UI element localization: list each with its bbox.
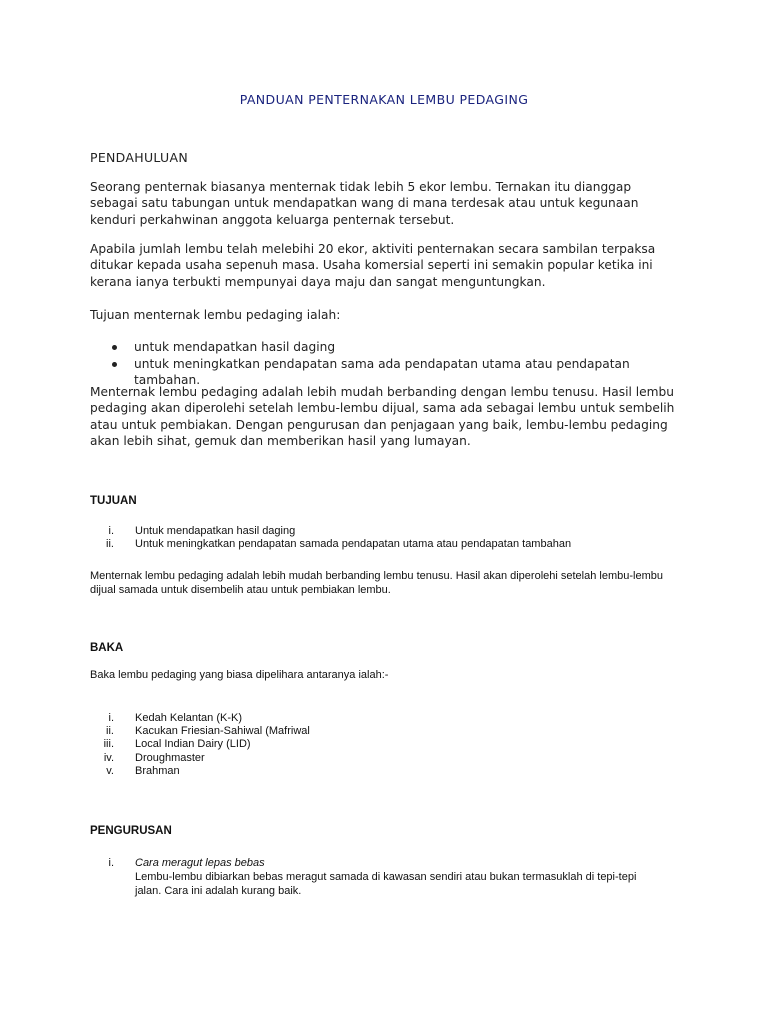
section-heading-baka: BAKA — [90, 642, 124, 654]
list-item — [90, 538, 690, 551]
paragraph-tujuan: Menternak lembu pedaging adalah lebih mudah berbanding lembu tenusu. Hasil akan diperolehi setelah lembu-lembu dijual samada untuk disembelih atau untuk pembiakan lembu. — [90, 570, 663, 596]
list-item — [90, 738, 690, 751]
list-item — [90, 339, 690, 356]
section-heading-pengurusan: PENGURUSAN — [90, 825, 172, 837]
bullet-icon — [112, 362, 117, 367]
list-text: Brahman — [135, 764, 180, 777]
bullet-text: untuk mendapatkan hasil daging — [134, 340, 336, 354]
paragraph-intro-2: Apabila jumlah lembu telah melebihi 20 ekor, aktiviti penternakan secara sambilan terpaksa ditukar kepada usaha sepenuh masa. Usaha komersial seperti ini semakin popular ketika ini kerana ianya terbukti mempunyai daya maju dan sangat menguntungkan. — [90, 242, 656, 289]
item-text: Lembu-lembu dibiarkan bebas meragut samada di kawasan sendiri atau bukan termasuklah di tepi-tepi jalan. Cara ini adalah kurang baik. — [135, 870, 637, 897]
list-item — [90, 725, 690, 738]
document-title: PANDUAN PENTERNAKAN LEMBU PEDAGING — [239, 92, 529, 107]
list-item — [90, 752, 690, 765]
list-number: i. — [108, 712, 114, 724]
list-number: ii. — [106, 538, 114, 551]
list-text: Droughmaster — [135, 751, 205, 764]
list-text: Local Indian Dairy (LID) — [135, 738, 251, 751]
list-text: Kedah Kelantan (K-K) — [135, 712, 243, 724]
list-number: iv. — [103, 751, 114, 764]
bullet-icon — [112, 345, 117, 350]
paragraph-intro-1: Seorang penternak biasanya menternak tidak lebih 5 ekor lembu. Ternakan itu dianggap sebagai satu tabungan untuk mendapatkan wang di mana terdesak atau untuk kegunaan kenduri perkahwinan anggota keluarga penternak tersebut. — [90, 180, 639, 227]
item-title: Cara meragut lepas bebas — [135, 857, 265, 869]
list-item — [90, 525, 690, 538]
paragraph-intro-3: Tujuan menternak lembu pedaging ialah: — [90, 308, 341, 322]
list-text: Untuk meningkatkan pendapatan samada pendapatan utama atau pendapatan tambahan — [135, 538, 572, 551]
list-number: iii. — [103, 738, 114, 751]
section-heading-tujuan: TUJUAN — [90, 495, 137, 507]
list-number: v. — [106, 764, 114, 777]
paragraph-intro-4: Menternak lembu pedaging adalah lebih mudah berbanding dengan lembu tenusu. Hasil lembu pedaging akan diperolehi setelah lembu-lembu dijual, sama ada sebagai lembu untuk sembelih atau untuk pembiakan. Dengan pengurusan dan penjagaan yang baik, lembu-lembu pedaging akan lebih sihat, gemuk dan memberikan hasil yang lumayan. — [90, 385, 675, 448]
pengurusan-item — [90, 857, 690, 898]
section-heading-pendahuluan: PENDAHULUAN — [90, 150, 188, 165]
list-number: i. — [108, 857, 114, 869]
paragraph-baka-intro: Baka lembu pedaging yang biasa dipelihara antaranya ialah:- — [90, 669, 389, 681]
list-item — [90, 765, 690, 778]
list-number: ii. — [106, 725, 114, 738]
tujuan-list — [90, 525, 690, 551]
list-item — [90, 712, 690, 725]
purpose-bullet-list — [90, 339, 690, 389]
list-number: i. — [108, 525, 114, 537]
baka-list — [90, 712, 690, 778]
list-text: Kacukan Friesian-Sahiwal (Mafriwal — [135, 725, 310, 738]
list-text: Untuk mendapatkan hasil daging — [135, 525, 296, 537]
bullet-text: untuk meningkatkan pendapatan sama ada pendapatan utama atau pendapatan tambahan. — [134, 356, 630, 388]
